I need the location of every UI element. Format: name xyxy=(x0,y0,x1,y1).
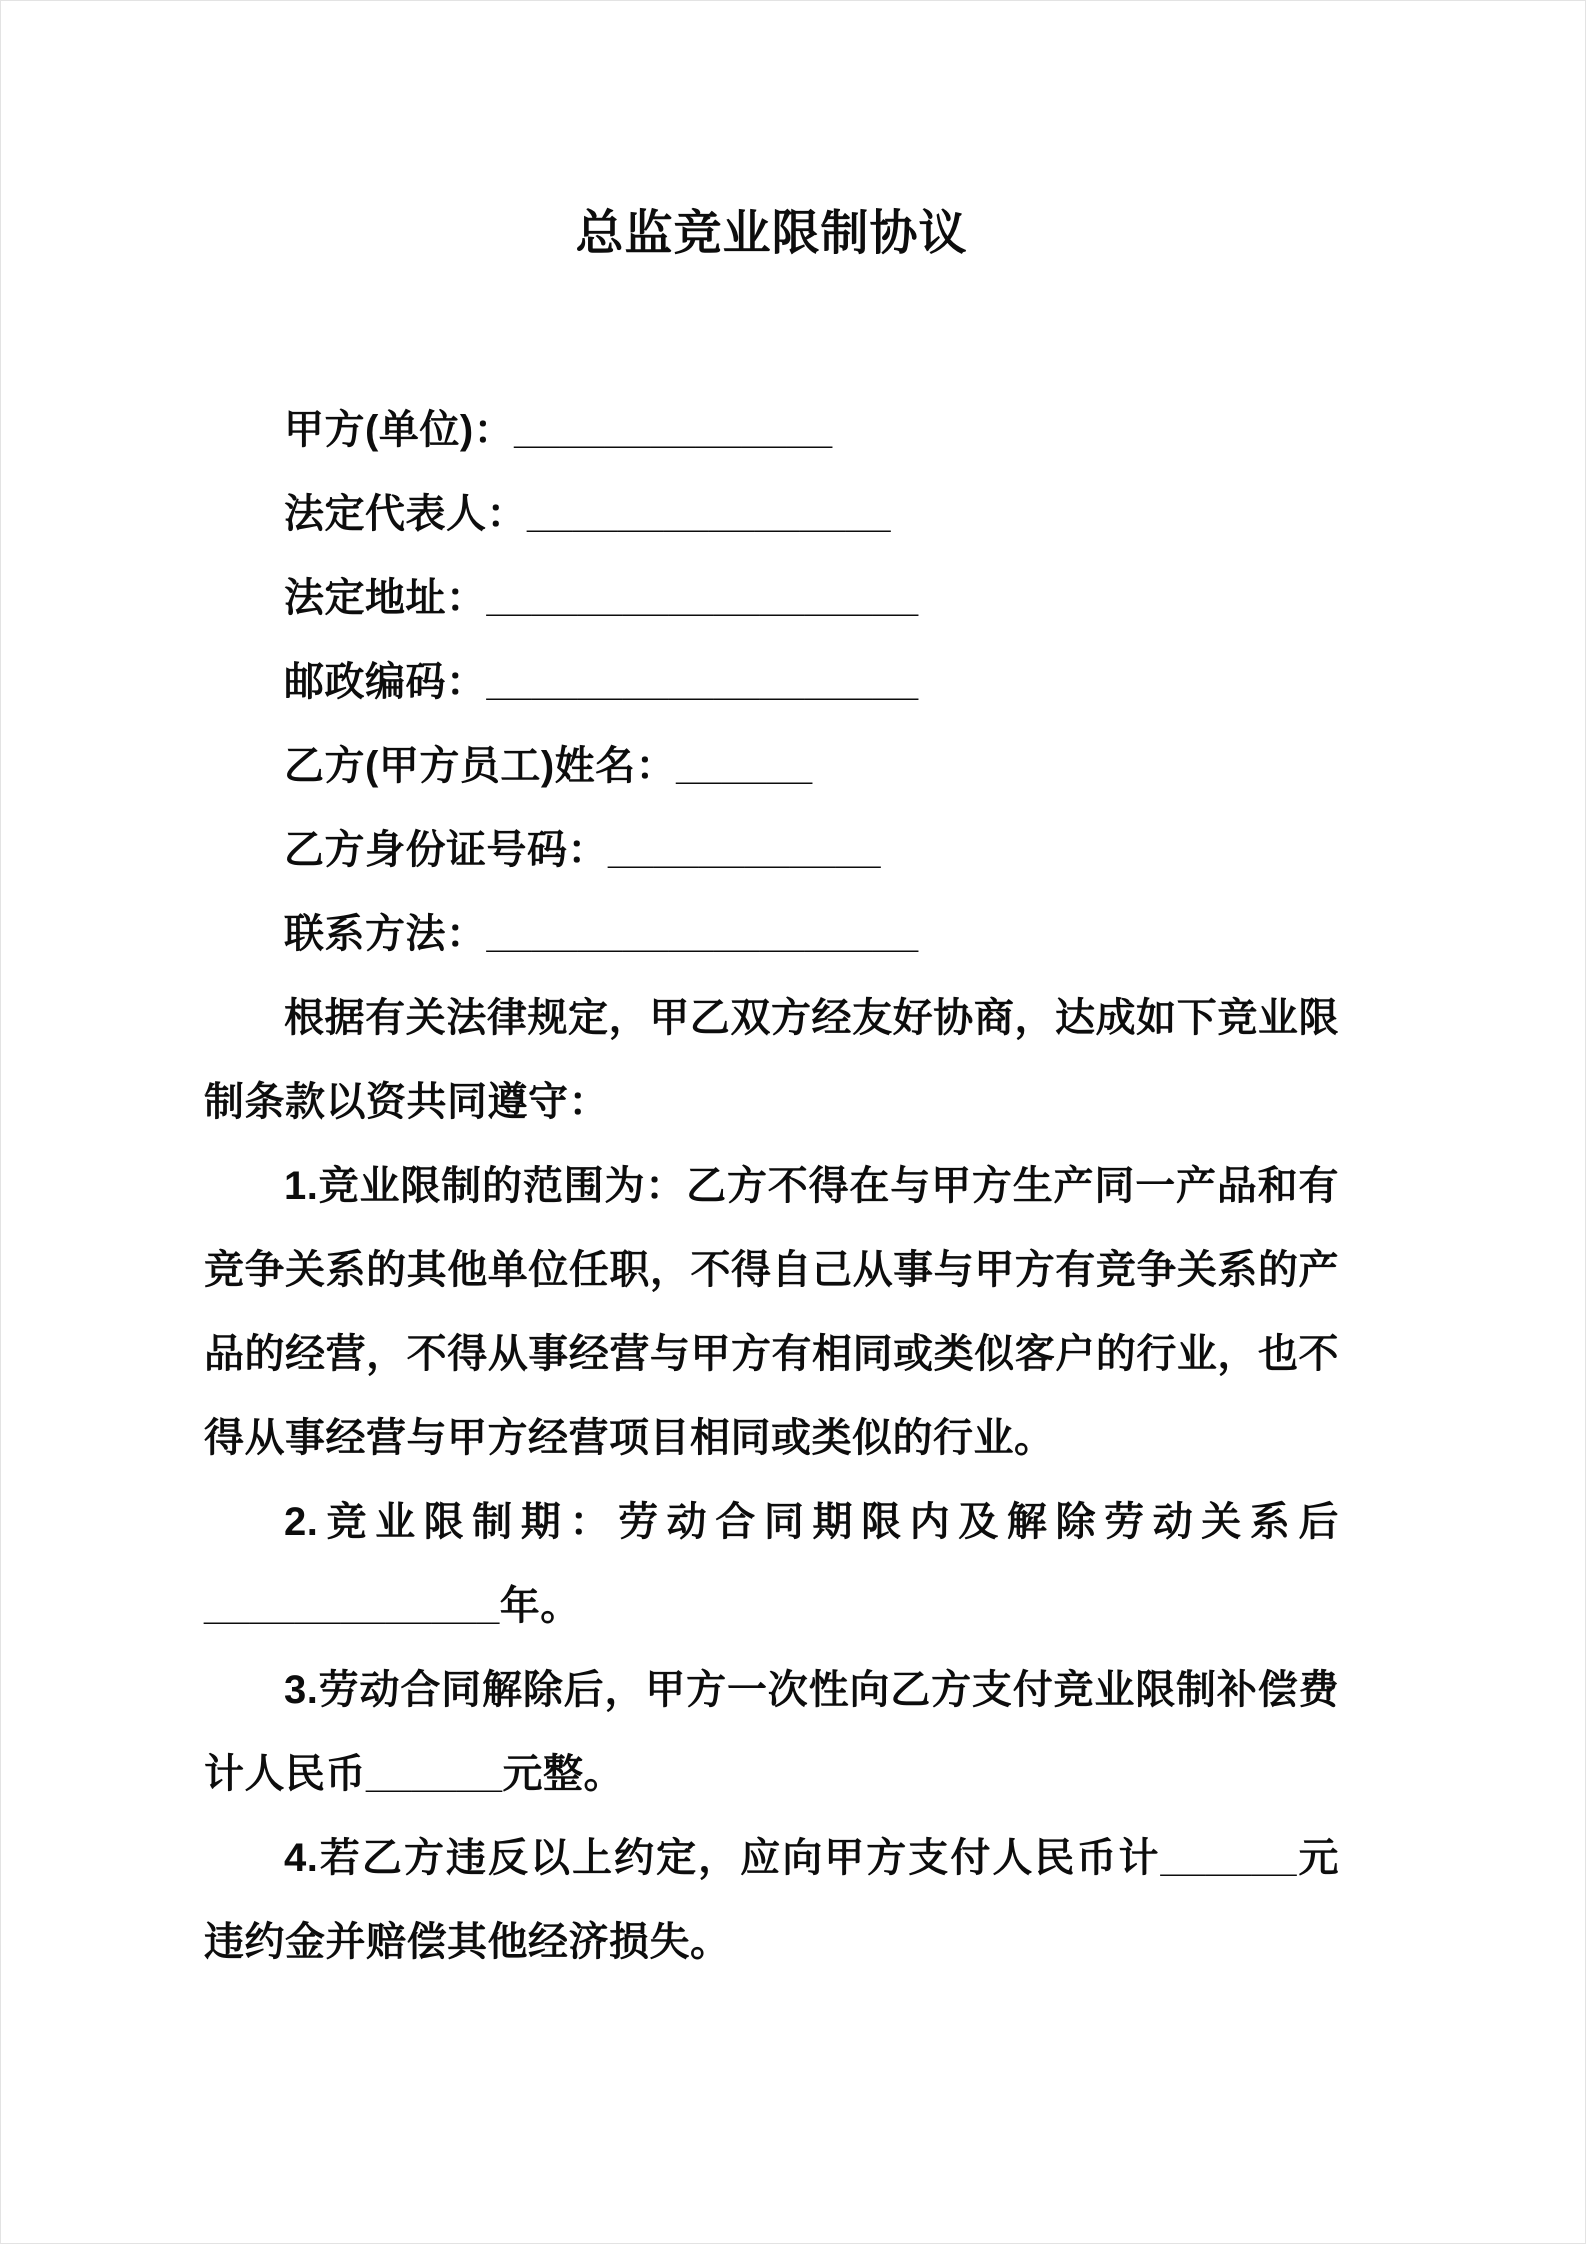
clause-3-line-1: 3.劳动合同解除后，甲方一次性向乙方支付竞业限制补偿费 xyxy=(284,1668,1339,1712)
clause-1-line-1: 1.竞业限制的范围为：乙方不得在与甲方生产同一产品和有 xyxy=(284,1164,1339,1208)
intro-paragraph-line-1: 根据有关法律规定，甲乙双方经友好协商，达成如下竞业限 xyxy=(284,996,1339,1040)
field-postal-code: 邮政编码：___________________ xyxy=(284,660,919,704)
clause-4-line-2: 违约金并赔偿其他经济损失。 xyxy=(204,1920,731,1964)
field-legal-address: 法定地址：___________________ xyxy=(284,576,919,620)
intro-paragraph-line-2: 制条款以资共同遵守： xyxy=(204,1080,609,1124)
clause-1-line-3: 品的经营，不得从事经营与甲方有相同或类似客户的行业，也不 xyxy=(204,1332,1339,1376)
clause-1-line-4: 得从事经营与甲方经营项目相同或类似的行业。 xyxy=(204,1416,1055,1460)
clause-4-line-1: 4.若乙方违反以上约定，应向甲方支付人民币计______元 xyxy=(284,1836,1339,1880)
field-party-b-name: 乙方(甲方员工)姓名：______ xyxy=(284,744,813,788)
field-party-a-unit: 甲方(单位)：______________ xyxy=(284,408,833,452)
field-contact-method: 联系方法：___________________ xyxy=(284,912,919,956)
clause-1-line-2: 竞争关系的其他单位任职，不得自己从事与甲方有竞争关系的产 xyxy=(204,1248,1339,1292)
field-legal-representative: 法定代表人：________________ xyxy=(284,492,891,536)
document-body xyxy=(204,388,1339,1984)
clause-2-line-2: _____________年。 xyxy=(204,1584,581,1628)
field-party-b-id-number: 乙方身份证号码：____________ xyxy=(284,828,881,872)
clause-2-line-1: 2.竞业限制期：劳动合同期限内及解除劳动关系后 xyxy=(284,1500,1339,1544)
clause-3-line-2: 计人民币______元整。 xyxy=(204,1752,624,1796)
document-title: 总监竞业限制协议 xyxy=(575,207,968,260)
